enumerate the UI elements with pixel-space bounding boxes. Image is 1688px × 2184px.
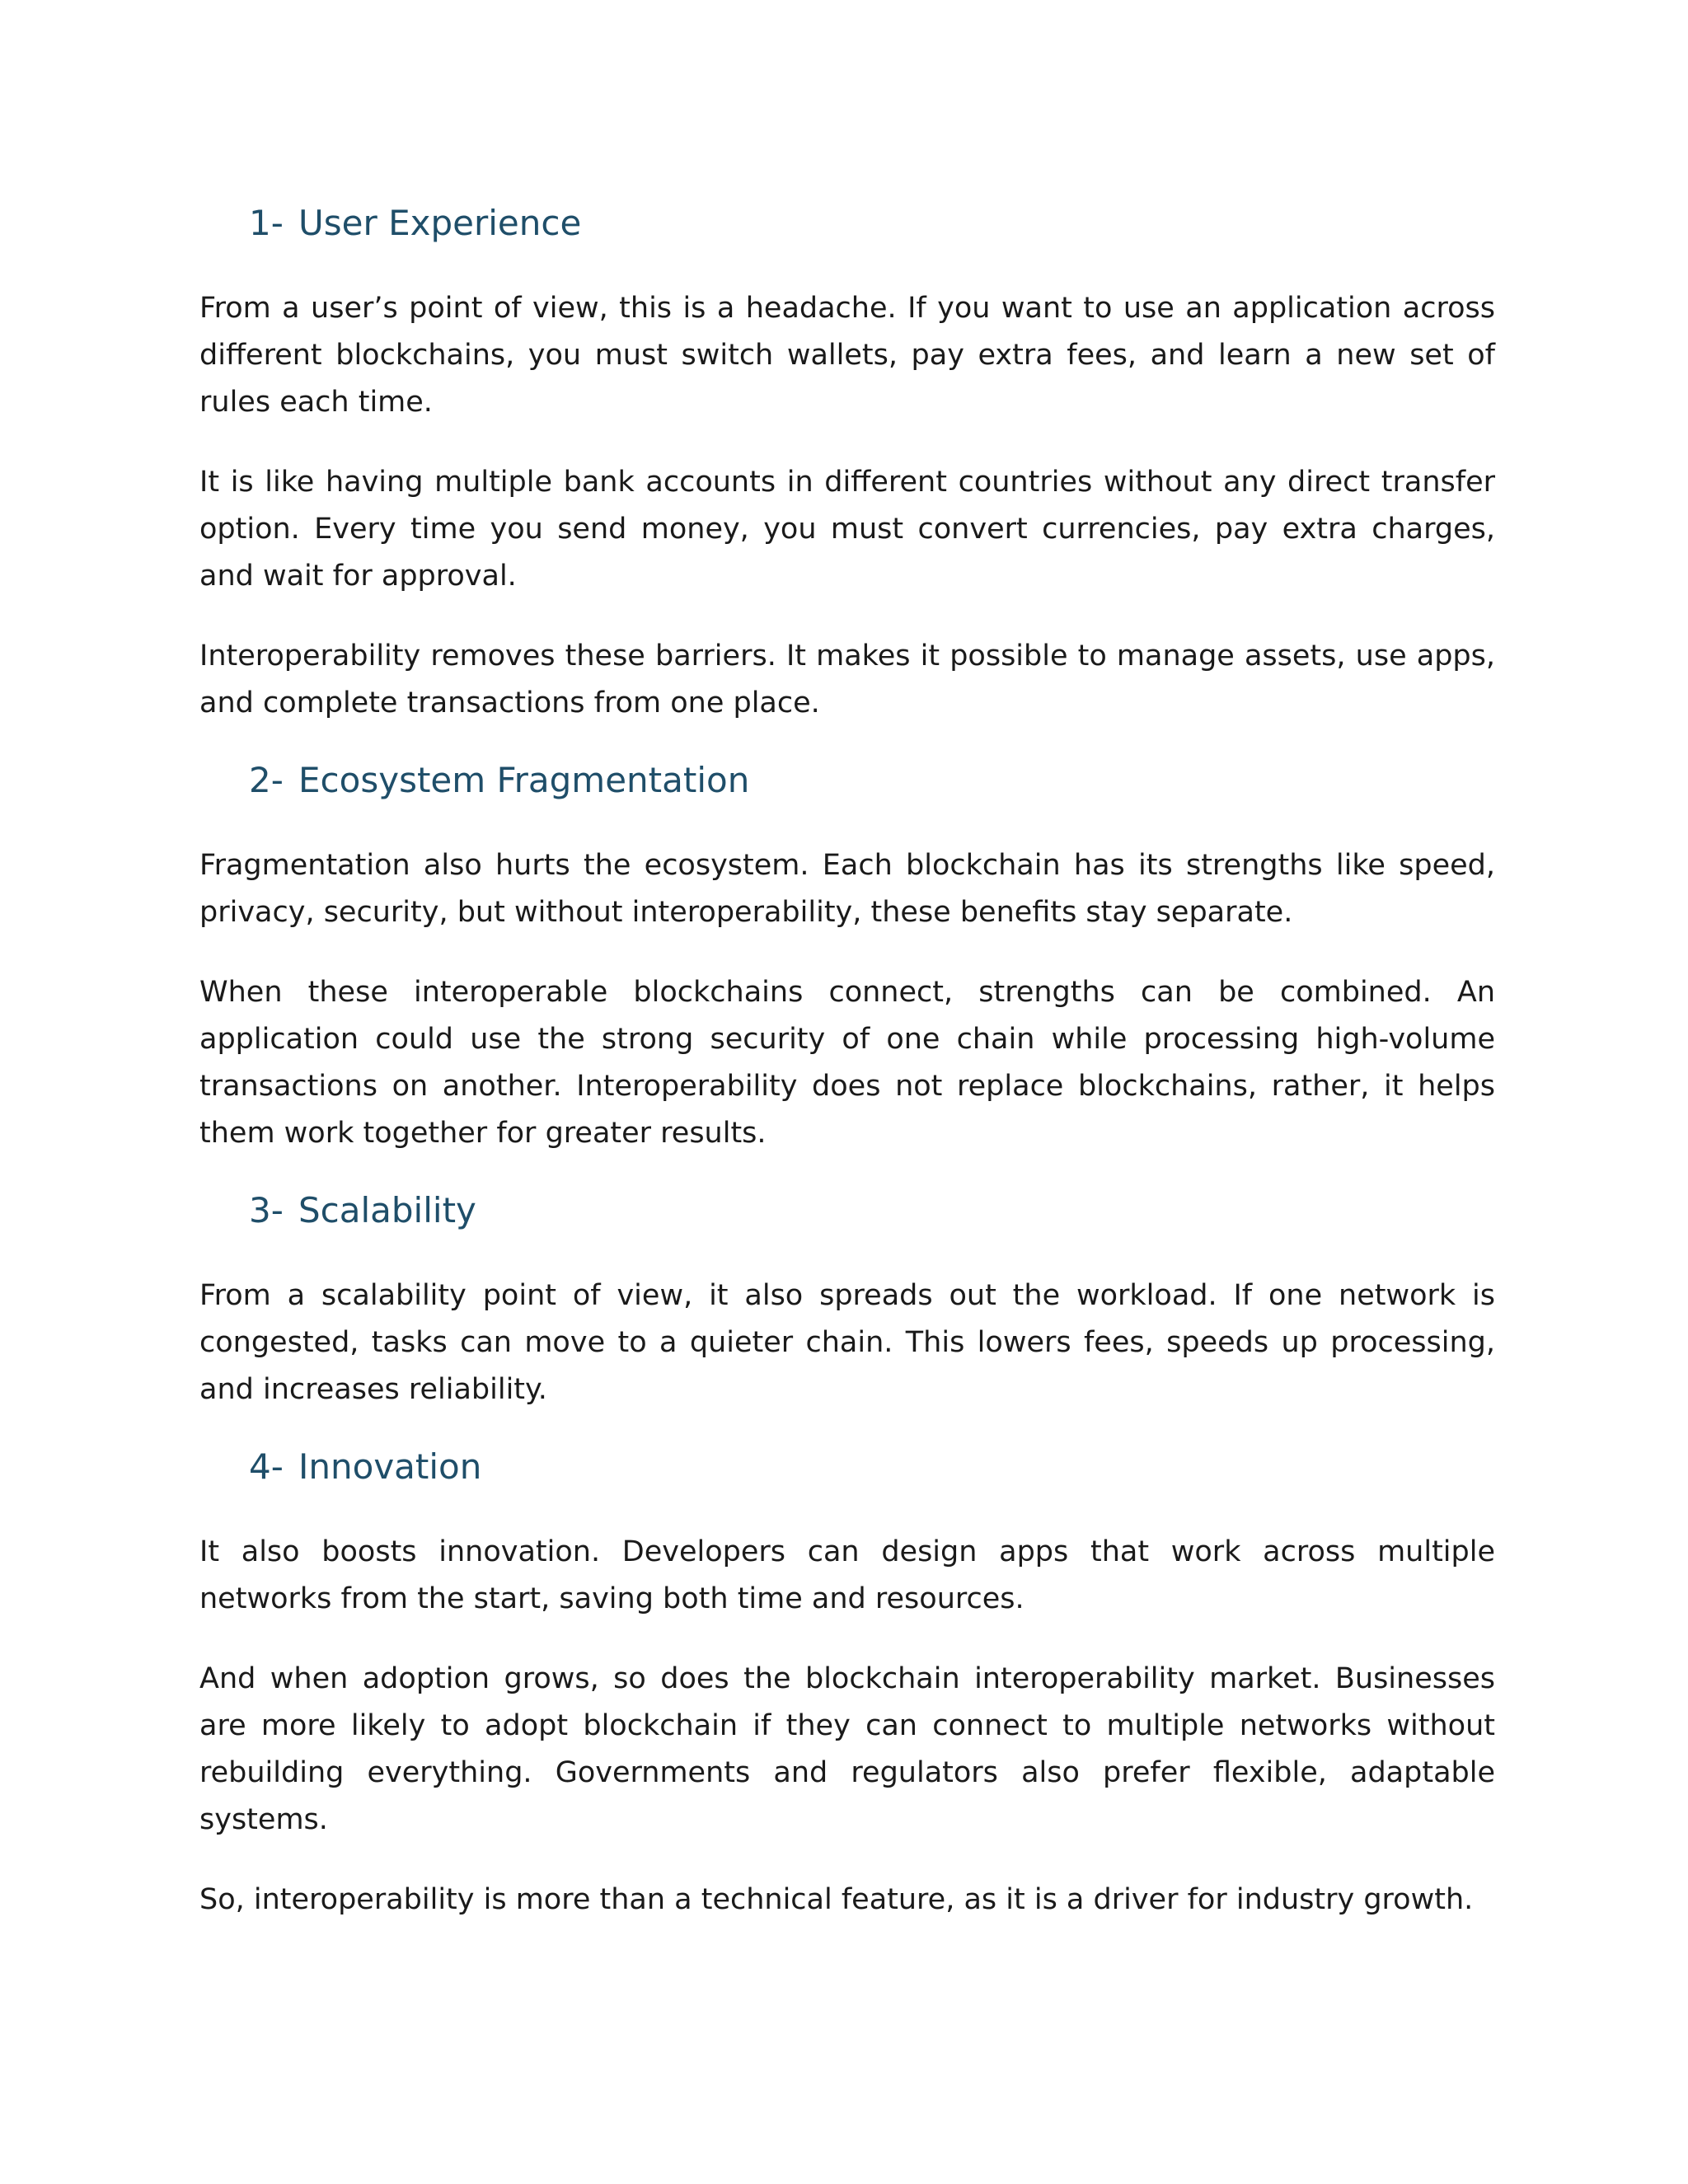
- section-heading-innovation: [199, 1440, 1495, 1494]
- paragraph: Interoperability removes these barriers. It makes it possible to manage assets, use apps, and complete transactions from one place.: [199, 640, 1495, 719]
- section-number: 2-: [249, 760, 284, 800]
- section-title: Scalability: [298, 1190, 476, 1230]
- paragraph: When these interoperable blockchains connect, strengths can be combined. An application could use the strong security of one chain while processing high-volume transactions on another. Interoperability does not replace blockchains, rather, it helps them work together for greater results.: [199, 976, 1495, 1150]
- paragraph: From a scalability point of view, it also spreads out the workload. If one network is congested, tasks can move to a quieter chain. This lowers fees, speeds up processing, and increases reliability.: [199, 1279, 1495, 1406]
- section-heading-scalability: [199, 1183, 1495, 1238]
- paragraph: And when adoption grows, so does the blockchain interoperability market. Businesses are more likely to adopt blockchain if they can connect to multiple networks without rebuilding everything. Governments and regulators also prefer flexible, adaptable systems.: [199, 1662, 1495, 1836]
- section-number: 3-: [249, 1190, 284, 1230]
- paragraph: Fragmentation also hurts the ecosystem. Each blockchain has its strengths like speed, privacy, security, but without interoperability, these benefits stay separate.: [199, 849, 1495, 929]
- paragraph: It also boosts innovation. Developers can design apps that work across multiple networks from the start, saving both time and resources.: [199, 1535, 1495, 1615]
- section-number: 1-: [249, 203, 284, 243]
- section-title: User Experience: [298, 203, 582, 243]
- section-heading-ecosystem-fragmentation: [199, 753, 1495, 808]
- section-title: Innovation: [298, 1446, 482, 1487]
- paragraph: It is like having multiple bank accounts in different countries without any direct transfer option. Every time you send money, you must convert currencies, pay extra charges, and wait for approval.: [199, 466, 1495, 593]
- document-content: [199, 196, 1495, 1957]
- paragraph: From a user’s point of view, this is a headache. If you want to use an application across different blockchains, you must switch wallets, pay extra fees, and learn a new set of rules each time.: [199, 292, 1495, 419]
- paragraph: So, interoperability is more than a technical feature, as it is a driver for industry growth.: [199, 1883, 1474, 1916]
- section-title: Ecosystem Fragmentation: [298, 760, 750, 800]
- section-number: 4-: [249, 1446, 284, 1487]
- section-heading-user-experience: [199, 196, 1495, 251]
